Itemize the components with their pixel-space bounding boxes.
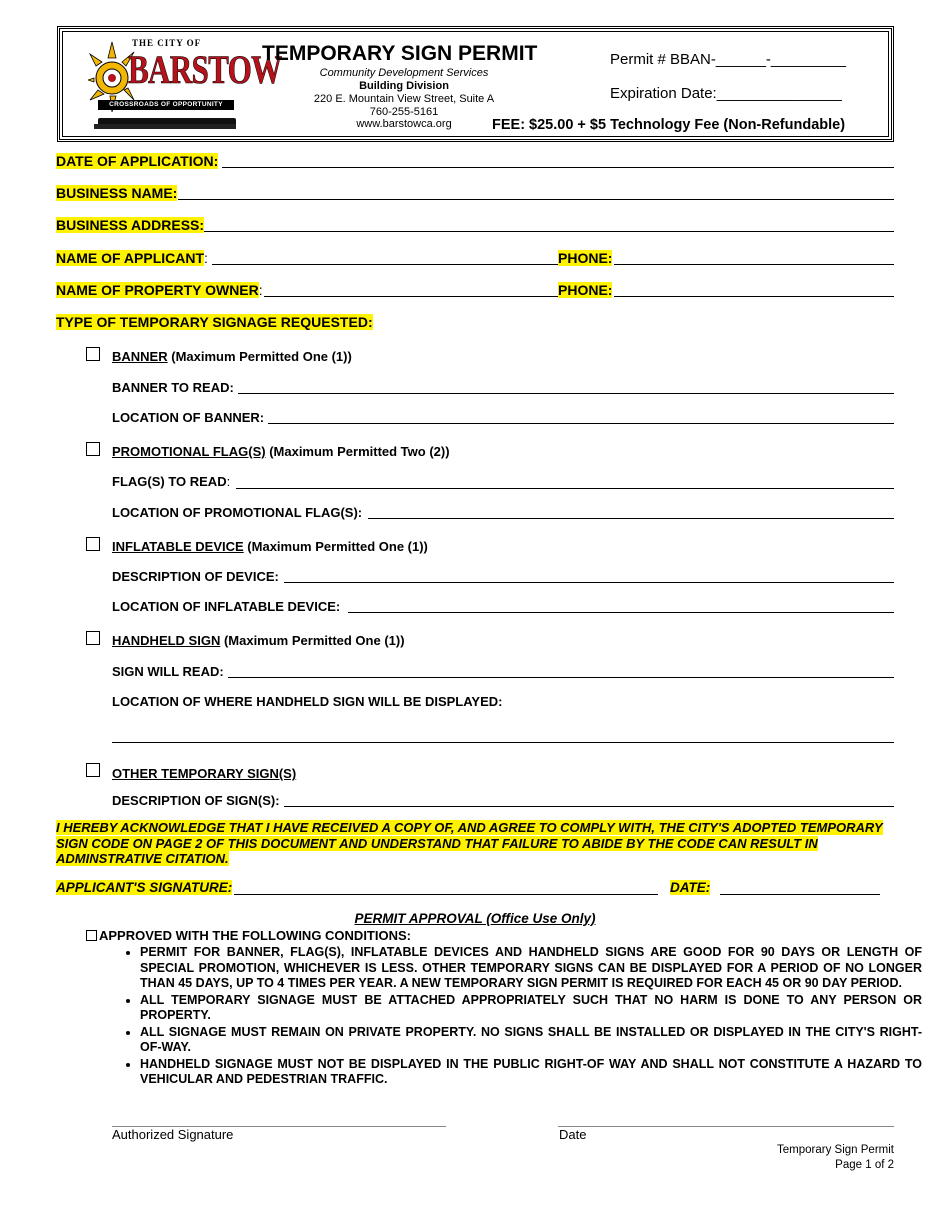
property-owner-label [56,282,263,298]
applicant-phone-input[interactable] [614,264,894,265]
banner-location-label: LOCATION OF BANNER: [112,410,265,425]
property-owner-text: NAME OF PROPERTY OWNER [56,282,259,298]
owner-phone-input[interactable] [614,296,894,297]
permit-number-field[interactable]: Permit # BBAN-______-_________ [610,51,846,68]
applicant-signature-input[interactable] [234,894,658,895]
inflatable-option [112,539,428,554]
banner-location-input[interactable] [268,423,894,424]
approval-title: PERMIT APPROVAL (Office Use Only) [354,911,596,926]
condition-item: • ALL SIGNAGE MUST REMAIN ON PRIVATE PROPERTY. NO SIGNS SHALL BE INSTALLED OR DISPLAYED IN THE CITY'S RIGHT-OF-WAY. [140,1025,922,1056]
signature-date-text: DATE: [670,880,711,895]
date-of-application-input[interactable] [222,167,894,168]
approved-label: APPROVED WITH THE FOLLOWING CONDITIONS: [99,928,411,943]
flags-option [112,444,450,459]
signage-type-colon: : [367,314,373,330]
condition-item: • HANDHELD SIGNAGE MUST NOT BE DISPLAYED IN THE PUBLIC RIGHT-OF WAY AND SHALL NOT CONSTITUTE A HAZARD TO VEHICULAR AND PEDESTRIAN TRAFFIC. [140,1057,922,1088]
other-signs-title: OTHER TEMPORARY SIGN(S) [112,766,297,781]
condition-item: • PERMIT FOR BANNER, FLAG(S), INFLATABLE DEVICES AND HANDHELD SIGNS ARE GOOD FOR 90 DAYS OR LENGTH OF SPECIAL PROMOTION, WHICHEVER IS LESS. OTHER TEMPORARY SIGNS CAN BE DISPLAYED FOR A PERIOD OF NO LONGER THAN 45 DAYS, UP TO 4 TIMES PER YEAR. A NEW TEMPORARY SIGN PERMIT IS REQUIRED FOR EACH 45 OR 90 DAY PERIOD. [140,945,922,992]
property-owner-input[interactable] [264,296,558,297]
fee-text: FEE: $25.00 + $5 Technology Fee (Non-Refundable) [492,117,846,133]
acknowledgement-block [56,820,894,867]
flags-to-read-colon: : [226,474,231,489]
handheld-will-read-input[interactable] [228,677,894,678]
banner-to-read-label: BANNER TO READ: [112,380,234,395]
signage-type-heading [56,314,373,330]
name-of-applicant-label [56,250,208,266]
flags-note: (Maximum Permitted Two (2)) [265,444,450,459]
business-name-input[interactable] [178,199,894,200]
condition-item: • ALL TEMPORARY SIGNAGE MUST BE ATTACHED APPROPRIATELY SUCH THAT NO HARM IS DONE TO ANY PERSON OR PROPERTY. [140,993,922,1024]
inflatable-note: (Maximum Permitted One (1)) [243,539,428,554]
address-text: 220 E. Mountain View Street, Suite A [313,93,495,105]
applicant-phone-label: PHONE: [558,250,613,266]
logo-tagline-text: CROSSROADS OF OPPORTUNITY [98,100,234,110]
handheld-location-input[interactable] [112,742,894,743]
inflatable-checkbox[interactable] [86,537,100,551]
flags-to-read-input[interactable] [236,488,894,489]
inflatable-location-input[interactable] [348,612,894,613]
banner-note: (Maximum Permitted One (1)) [167,349,352,364]
approval-date-label: Date [559,1127,587,1142]
business-address-label: BUSINESS ADDRESS: [56,217,205,233]
business-address-input[interactable] [204,231,894,232]
handheld-checkbox[interactable] [86,631,100,645]
approved-checkbox[interactable] [86,930,97,941]
city-logo [88,38,282,132]
page-title: TEMPORARY SIGN PERMIT [262,42,538,65]
flags-to-read-text: FLAG(S) TO READ [112,474,227,489]
owner-colon: : [258,282,263,298]
applicant-signature-text: APPLICANT'S SIGNATURE: [56,880,233,895]
inflatable-location-label: LOCATION OF INFLATABLE DEVICE: [112,599,341,614]
inflatable-title: INFLATABLE DEVICE [112,539,244,554]
flags-to-read-label [112,474,230,489]
flags-location-label: LOCATION OF PROMOTIONAL FLAG(S): [112,505,363,520]
expiration-date-field[interactable]: Expiration Date:_______________ [610,85,842,102]
acknowledgement-text: I HEREBY ACKNOWLEDGE THAT I HAVE RECEIVED A COPY OF, AND AGREE TO COMPLY WITH, THE CITY'S ADOPTED TEMPORARY SIGN CODE ON PAGE 2 OF THIS DOCUMENT AND UNDERSTAND THAT FAILURE TO ABIDE BY THE CODE CAN RESULT IN ADMINSTRATIVE CITATION. [56,820,883,866]
name-of-applicant-text: NAME OF APPLICANT [56,250,205,266]
signage-type-text: TYPE OF TEMPORARY SIGNAGE REQUESTED [56,314,368,330]
handheld-will-read-label: SIGN WILL READ: [112,664,224,679]
banner-title: BANNER [112,349,168,364]
other-signs-checkbox[interactable] [86,763,100,777]
other-signs-description-input[interactable] [284,806,894,807]
logo-top-text: THE CITY OF [132,38,202,48]
owner-phone-label: PHONE: [558,282,613,298]
handheld-title: HANDHELD SIGN [112,633,221,648]
approved-row [86,928,411,943]
business-name-label: BUSINESS NAME: [56,185,178,201]
authorized-signature-label: Authorized Signature [112,1127,234,1142]
applicant-signature-label [56,880,232,895]
signature-date-label [670,880,710,895]
phone-text: 760-255-5161 [369,106,439,118]
website-text: www.barstowca.org [356,118,452,130]
date-of-application-label: DATE OF APPLICATION: [56,153,219,169]
handheld-note: (Maximum Permitted One (1)) [220,633,405,648]
footer-doc-name: Temporary Sign Permit [777,1144,894,1156]
name-of-applicant-input[interactable] [212,264,558,265]
logo-name-text: BARSTOW [128,47,282,92]
signature-date-input[interactable] [720,894,880,895]
flags-title: PROMOTIONAL FLAG(S) [112,444,266,459]
other-signs-description-label: DESCRIPTION OF SIGN(S): [112,793,280,808]
flags-location-input[interactable] [368,518,894,519]
banner-to-read-input[interactable] [238,393,894,394]
handheld-location-label: LOCATION OF WHERE HANDHELD SIGN WILL BE DISPLAYED: [112,694,503,709]
approval-date-input[interactable] [558,1126,894,1127]
department-text: Community Development Services [319,67,489,79]
division-text: Building Division [359,80,449,92]
inflatable-description-label: DESCRIPTION OF DEVICE: [112,569,279,584]
footer-page-number: Page 1 of 2 [835,1159,894,1171]
banner-checkbox[interactable] [86,347,100,361]
banner-option [112,349,352,364]
applicant-colon: : [204,250,208,266]
inflatable-description-input[interactable] [284,582,894,583]
handheld-option [112,633,405,648]
conditions-list [112,945,922,1089]
flags-checkbox[interactable] [86,442,100,456]
